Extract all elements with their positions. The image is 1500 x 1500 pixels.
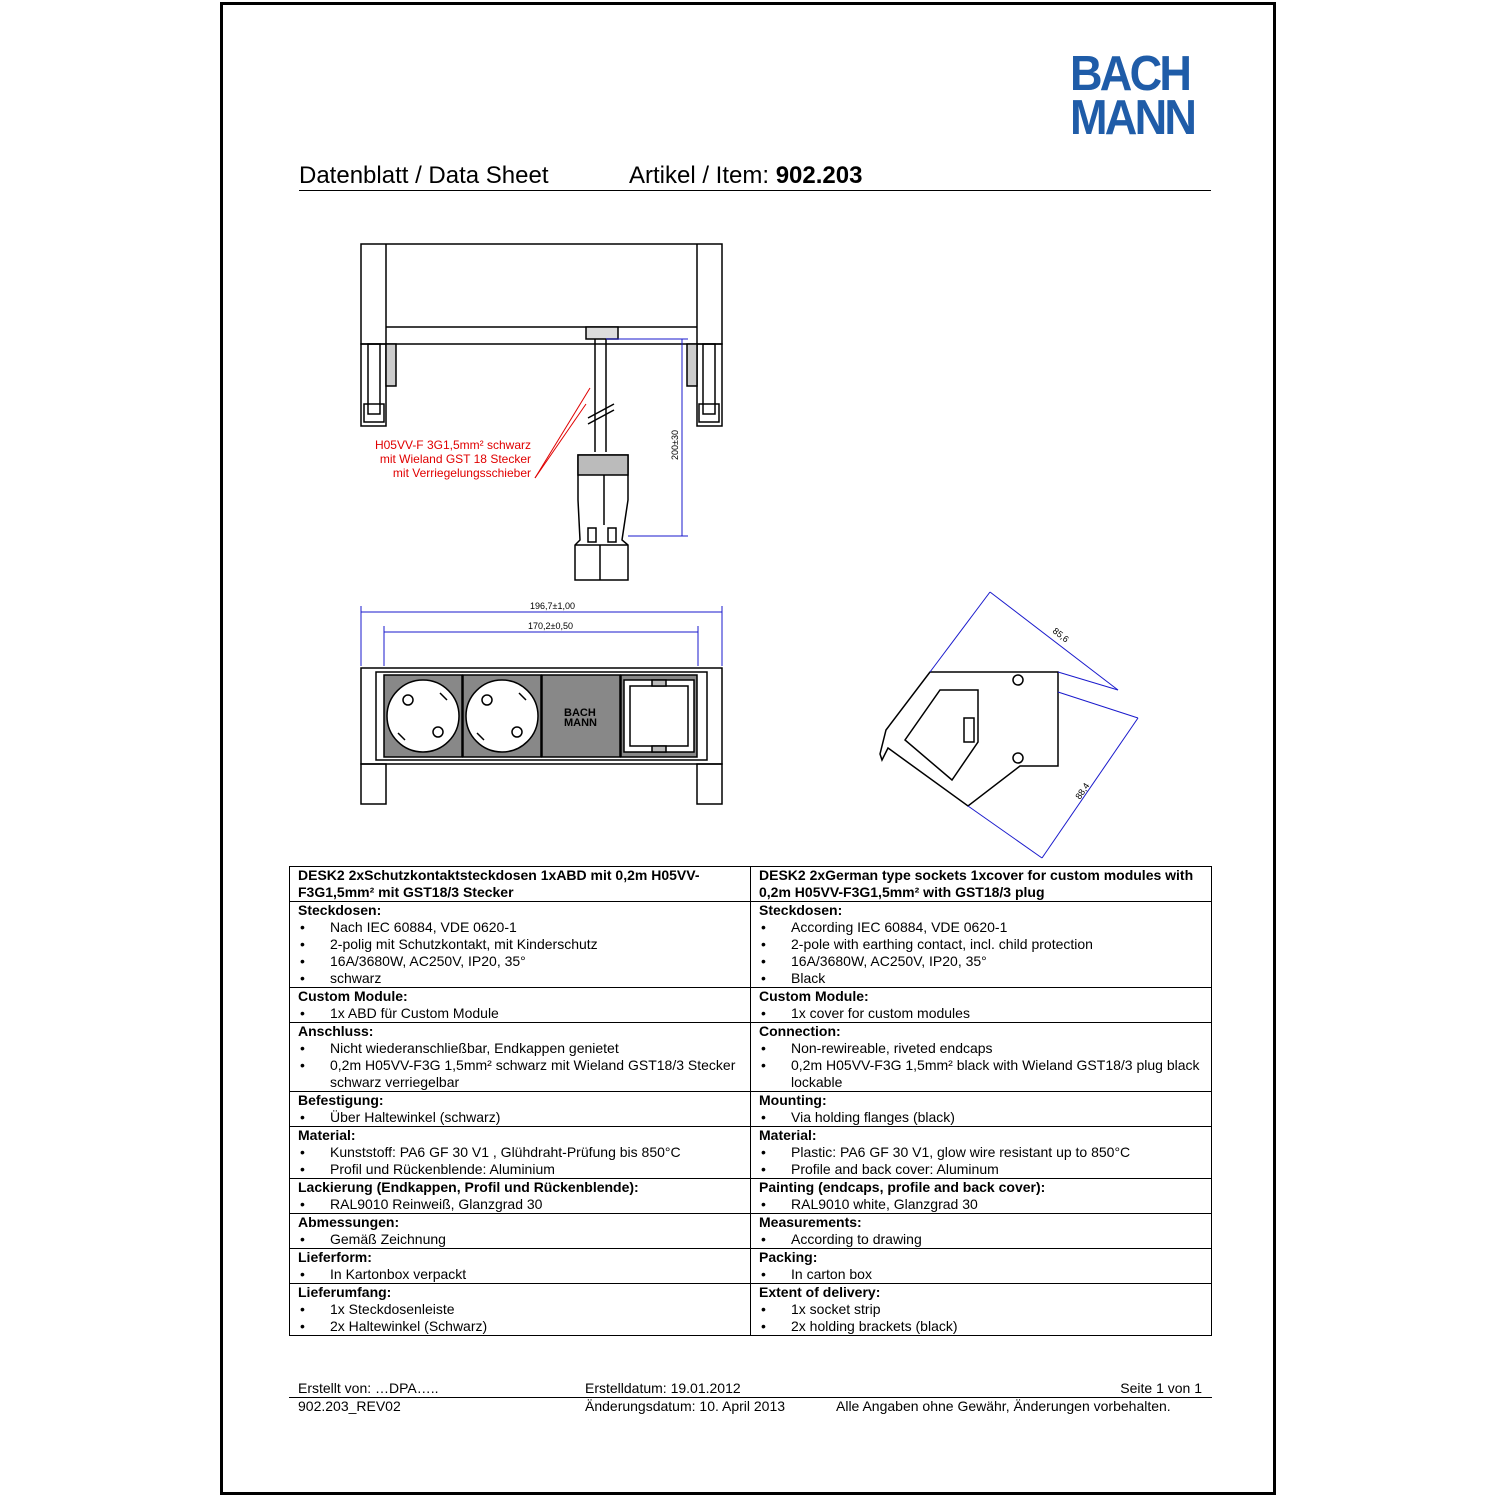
list-item: • Nach IEC 60884, VDE 0620-1 — [298, 919, 742, 936]
footer-line-2 — [289, 1398, 1212, 1415]
created-date: Erstelldatum: 19.01.2012 — [585, 1380, 741, 1396]
table-title-row — [290, 867, 1212, 902]
side-dimensions — [930, 592, 1138, 858]
front-view-drawing — [361, 668, 722, 804]
spec-section-row — [290, 1249, 1212, 1284]
side-view-drawing — [880, 672, 1058, 806]
module-logo-line-2: MANN — [564, 717, 597, 729]
list-item: • Profil und Rückenblende: Aluminium — [298, 1161, 742, 1178]
dim-inner-label: 170,2±0,50 — [528, 621, 573, 631]
list-item: • In carton box — [759, 1266, 1203, 1283]
bullet-list — [759, 919, 1203, 987]
bullet-list — [298, 1301, 742, 1335]
front-dimensions — [361, 606, 722, 666]
section-heading: Material: — [298, 1127, 356, 1143]
section-heading: Packing: — [759, 1249, 818, 1265]
list-item: • 2-polig mit Schutzkontakt, mit Kinderschutz — [298, 936, 742, 953]
bullet-list — [298, 1266, 742, 1283]
bullet-list — [298, 1005, 742, 1022]
list-item: • Gemäß Zeichnung — [298, 1231, 742, 1248]
spec-cell-en — [751, 1249, 1212, 1284]
list-item: • 1x Steckdosenleiste — [298, 1301, 742, 1318]
bullet-list — [298, 1109, 742, 1126]
spec-cell-de — [290, 1179, 751, 1214]
bullet-list — [759, 1144, 1203, 1178]
section-heading: Extent of delivery: — [759, 1284, 881, 1300]
section-heading: Befestigung: — [298, 1092, 384, 1108]
bullet-list — [759, 1040, 1203, 1091]
specification-table — [289, 866, 1212, 1336]
list-item: • Kunststoff: PA6 GF 30 V1 , Glühdraht-Prüfung bis 850°C — [298, 1144, 742, 1161]
list-item: • 2x holding brackets (black) — [759, 1318, 1203, 1335]
logo-line-1: BACH — [1070, 47, 1190, 101]
title-de: DESK2 2xSchutzkontaktsteckdosen 1xABD mit 0,2m H05VV-F3G1,5mm² mit GST18/3 Stecker — [290, 867, 751, 902]
spec-cell-de — [290, 1249, 751, 1284]
spec-section-row — [290, 1179, 1212, 1214]
dim-length-label: 200±30 — [670, 430, 680, 460]
spec-cell-en — [751, 902, 1212, 988]
spec-cell-de — [290, 1214, 751, 1249]
list-item: • schwarz — [298, 970, 742, 987]
spec-cell-en — [751, 1127, 1212, 1179]
spec-cell-en — [751, 1214, 1212, 1249]
section-heading: Material: — [759, 1127, 817, 1143]
list-item: • Über Haltewinkel (schwarz) — [298, 1109, 742, 1126]
section-heading: Steckdosen: — [298, 902, 382, 918]
spec-cell-en — [751, 1023, 1212, 1092]
spec-section-row — [290, 1023, 1212, 1092]
list-item: • RAL9010 Reinweiß, Glanzgrad 30 — [298, 1196, 742, 1213]
list-item: • 2-pole with earthing contact, incl. child protection — [759, 936, 1203, 953]
section-heading: Lackierung (Endkappen, Profil und Rückenblende): — [298, 1179, 639, 1195]
list-item: • 0,2m H05VV-F3G 1,5mm² black with Wieland GST18/3 plug black lockable — [759, 1057, 1203, 1091]
dim-side-top-label: 85,6 — [1050, 625, 1071, 645]
top-view-drawing — [361, 244, 722, 580]
spec-cell-de — [290, 1284, 751, 1336]
bullet-list — [759, 1005, 1203, 1022]
list-item: • 16A/3680W, AC250V, IP20, 35° — [759, 953, 1203, 970]
list-item: • 1x socket strip — [759, 1301, 1203, 1318]
bullet-list — [298, 1231, 742, 1248]
footer-line-1 — [289, 1380, 1212, 1398]
spec-cell-en — [751, 988, 1212, 1023]
list-item: • Non-rewireable, riveted endcaps — [759, 1040, 1203, 1057]
list-item: • Profile and back cover: Aluminum — [759, 1161, 1203, 1178]
item-number: 902.203 — [775, 162, 863, 189]
changed-date: Änderungsdatum: 10. April 2013 — [585, 1398, 786, 1414]
bullet-list — [298, 919, 742, 987]
document-footer — [289, 1380, 1212, 1415]
logo-line-2: MANN — [1070, 91, 1195, 145]
disclaimer: Alle Angaben ohne Gewähr, Änderungen vorbehalten. — [836, 1398, 1171, 1414]
document-id: 902.203_REV02 — [298, 1398, 401, 1414]
spec-section-row — [290, 1214, 1212, 1249]
spec-section-row — [290, 1127, 1212, 1179]
list-item: • Nicht wiederanschließbar, Endkappen genietet — [298, 1040, 742, 1057]
section-heading: Custom Module: — [759, 988, 869, 1004]
spec-section-row — [290, 1284, 1212, 1336]
created-by: Erstellt von: …DPA….. — [298, 1380, 439, 1396]
spec-section-row — [290, 902, 1212, 988]
list-item: • In Kartonbox verpackt — [298, 1266, 742, 1283]
section-heading: Painting (endcaps, profile and back cover): — [759, 1179, 1046, 1195]
list-item: • 1x cover for custom modules — [759, 1005, 1203, 1022]
list-item: • Via holding flanges (black) — [759, 1109, 1203, 1126]
section-heading: Measurements: — [759, 1214, 862, 1230]
item-label-text: Artikel / Item: — [629, 162, 776, 189]
module-logo-line-1: BACH — [564, 707, 596, 719]
list-item: • 0,2m H05VV-F3G 1,5mm² schwarz mit Wieland GST18/3 Stecker schwarz verriegelbar — [298, 1057, 742, 1091]
spec-cell-de — [290, 1127, 751, 1179]
spec-cell-en — [751, 1284, 1212, 1336]
section-heading: Anschluss: — [298, 1023, 374, 1039]
spec-cell-en — [751, 1179, 1212, 1214]
section-heading: Lieferumfang: — [298, 1284, 392, 1300]
title-en: DESK2 2xGerman type sockets 1xcover for custom modules with 0,2m H05VV-F3G1,5mm² with GST18/3 plug — [751, 867, 1212, 902]
page-number: Seite 1 von 1 — [1120, 1380, 1202, 1396]
bullet-list — [759, 1109, 1203, 1126]
list-item: • 1x ABD für Custom Module — [298, 1005, 742, 1022]
section-heading: Lieferform: — [298, 1249, 372, 1265]
section-heading: Mounting: — [759, 1092, 827, 1108]
bullet-list — [759, 1231, 1203, 1248]
list-item: • According IEC 60884, VDE 0620-1 — [759, 919, 1203, 936]
bullet-list — [759, 1196, 1203, 1213]
list-item: • 2x Haltewinkel (Schwarz) — [298, 1318, 742, 1335]
section-heading: Connection: — [759, 1023, 841, 1039]
spec-cell-de — [290, 1023, 751, 1092]
list-item: • Black — [759, 970, 1203, 987]
dim-outer-label: 196,7±1,00 — [530, 601, 575, 611]
bullet-list — [759, 1266, 1203, 1283]
section-heading: Custom Module: — [298, 988, 408, 1004]
list-item: • 16A/3680W, AC250V, IP20, 35° — [298, 953, 742, 970]
spec-cell-de — [290, 988, 751, 1023]
bullet-list — [298, 1144, 742, 1178]
spec-cell-en — [751, 1092, 1212, 1127]
dim-side-right-label: 88,4 — [1073, 780, 1092, 802]
section-heading: Steckdosen: — [759, 902, 843, 918]
list-item: • RAL9010 white, Glanzgrad 30 — [759, 1196, 1203, 1213]
list-item: • Plastic: PA6 GF 30 V1, glow wire resistant up to 850°C — [759, 1144, 1203, 1161]
spec-cell-de — [290, 1092, 751, 1127]
bullet-list — [298, 1196, 742, 1213]
cable-note-line-1: H05VV-F 3G1,5mm² schwarz — [374, 438, 531, 452]
bullet-list — [298, 1040, 742, 1091]
document-type: Datenblatt / Data Sheet — [299, 162, 549, 189]
bullet-list — [759, 1301, 1203, 1335]
spec-cell-de — [290, 902, 751, 988]
spec-section-row — [290, 988, 1212, 1023]
spec-section-row — [290, 1092, 1212, 1127]
cable-note-line-2: mit Wieland GST 18 Stecker — [379, 452, 531, 466]
list-item: • According to drawing — [759, 1231, 1203, 1248]
section-heading: Abmessungen: — [298, 1214, 400, 1230]
cable-note-line-3: mit Verriegelungsschieber — [392, 466, 531, 480]
